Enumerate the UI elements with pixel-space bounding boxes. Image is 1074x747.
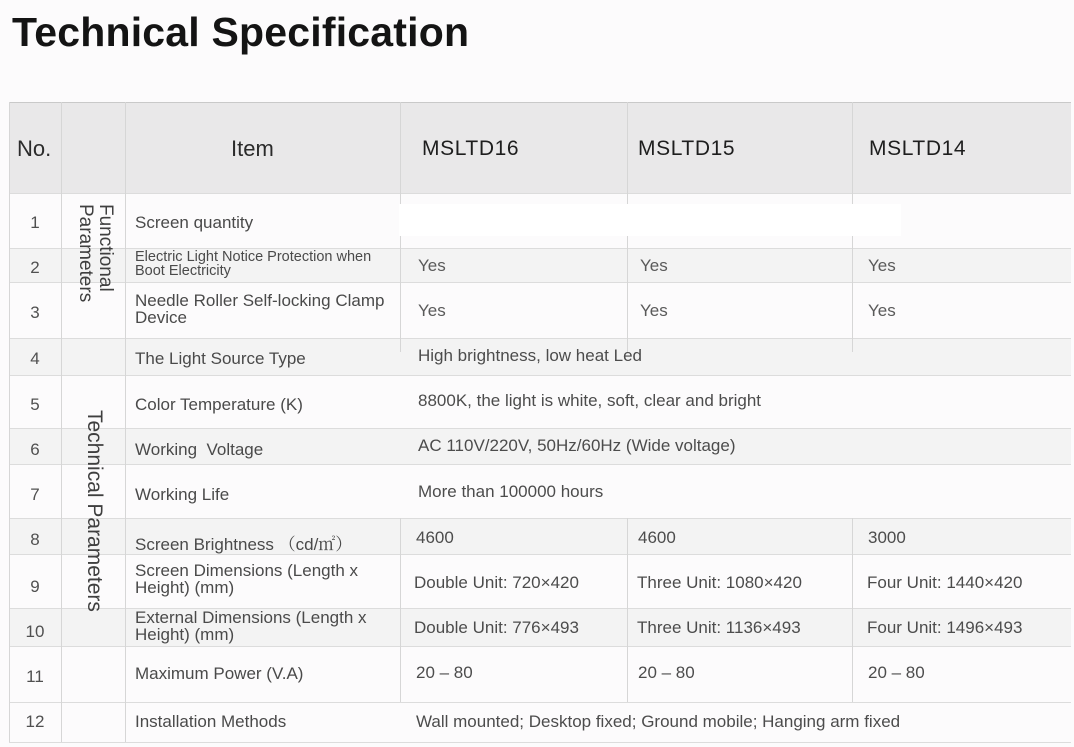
column-divider (9, 102, 10, 742)
row-number: 3 (30, 303, 40, 322)
header-divider (9, 193, 1071, 194)
row-number: 11 (26, 667, 44, 686)
row-item-label: Screen quantity (135, 213, 254, 232)
row-value-msltd15: Yes (640, 256, 668, 275)
table-border-bottom (9, 742, 1071, 743)
row-item-label: Electric Light Notice Protection when Boot Electricity (135, 249, 372, 279)
row-value-msltd15: Yes (640, 301, 668, 320)
row-value-msltd16: 20 – 80 (416, 663, 473, 682)
row-value-msltd16: Double Unit: 720×420 (414, 573, 579, 592)
row-item-label: Working Life (135, 485, 230, 504)
row-item-label: External Dimensions (Length x Height) (mm) (135, 608, 367, 644)
row-value-msltd15: 20 – 80 (638, 663, 695, 682)
row-value-msltd15: Three Unit: 1136×493 (637, 618, 801, 637)
row-divider (9, 282, 1071, 283)
row-number: 6 (30, 440, 40, 459)
group-label-technical: Technical Parameters (83, 410, 106, 612)
row-divider (9, 702, 1071, 703)
row-value-msltd16: Yes (418, 256, 446, 275)
row-number: 4 (30, 349, 40, 368)
column-divider (61, 102, 62, 742)
row-number: 7 (30, 485, 40, 504)
row-item-label: The Light Source Type (135, 349, 306, 368)
header-model-msltd16: MSLTD16 (422, 137, 520, 160)
page-title: Technical Specification (12, 9, 470, 55)
row-item-label: Color Temperature (K) (135, 395, 303, 414)
spec-table (9, 102, 1071, 744)
row-value-msltd16: Double Unit: 776×493 (414, 618, 579, 637)
row-value-all-models: AC 110V/220V, 50Hz/60Hz (Wide voltage) (418, 436, 736, 455)
column-divider (627, 518, 628, 702)
row-item-label: Maximum Power (V.A) (135, 664, 304, 683)
row-value-msltd14: Four Unit: 1496×493 (867, 618, 1023, 637)
row-number: 8 (30, 530, 40, 549)
header-model-msltd14: MSLTD14 (869, 137, 967, 160)
row-value-all-models: Wall mounted; Desktop fixed; Ground mobile; Hanging arm fixed (416, 712, 901, 731)
row-divider (9, 428, 1071, 429)
row-divider (9, 375, 1071, 376)
row-value-all-models: 8800K, the light is white, soft, clear and bright (418, 391, 762, 410)
row-number: 2 (30, 258, 40, 277)
row-value-msltd15: Three Unit: 1080×420 (637, 573, 802, 592)
row-value-msltd16: Yes (418, 301, 446, 320)
row-item-label: Working Voltage (135, 440, 264, 459)
row-divider (9, 338, 1071, 339)
row-value-all-models: More than 100000 hours (418, 482, 604, 501)
header-model-msltd15: MSLTD15 (638, 137, 736, 160)
column-divider (125, 102, 126, 742)
row-number: 5 (30, 395, 40, 414)
row-divider (9, 464, 1071, 465)
redaction-box (399, 204, 901, 236)
row-number: 12 (25, 712, 45, 731)
column-divider (852, 518, 853, 702)
column-divider (400, 518, 401, 702)
group-label-functional: Functional Parameters (75, 204, 116, 303)
row-divider (9, 646, 1071, 647)
row-number: 1 (30, 213, 40, 232)
row-divider (9, 518, 1071, 519)
row-value-msltd14: Four Unit: 1440×420 (867, 573, 1023, 592)
row-item-label: Screen Brightness （cd/㎡） (135, 535, 353, 554)
row-value-msltd14: Yes (868, 301, 896, 320)
row-value-all-models: High brightness, low heat Led (418, 346, 642, 365)
row-number: 9 (30, 577, 40, 596)
row-value-msltd14: 20 – 80 (868, 663, 925, 682)
row-number: 10 (25, 622, 45, 641)
header-no: No. (17, 136, 52, 161)
row-value-msltd14: Yes (868, 256, 896, 275)
row-value-msltd14: 3000 (868, 528, 906, 547)
header-item: Item (231, 136, 274, 161)
row-value-msltd15: 4600 (638, 528, 676, 547)
row-item-label: Screen Dimensions (Length x Height) (mm) (135, 561, 359, 597)
row-item-label: Needle Roller Self-locking Clamp Device (135, 291, 385, 327)
table-border-top (9, 102, 1071, 103)
row-value-msltd16: 4600 (416, 528, 454, 547)
row-item-label: Installation Methods (135, 712, 287, 731)
